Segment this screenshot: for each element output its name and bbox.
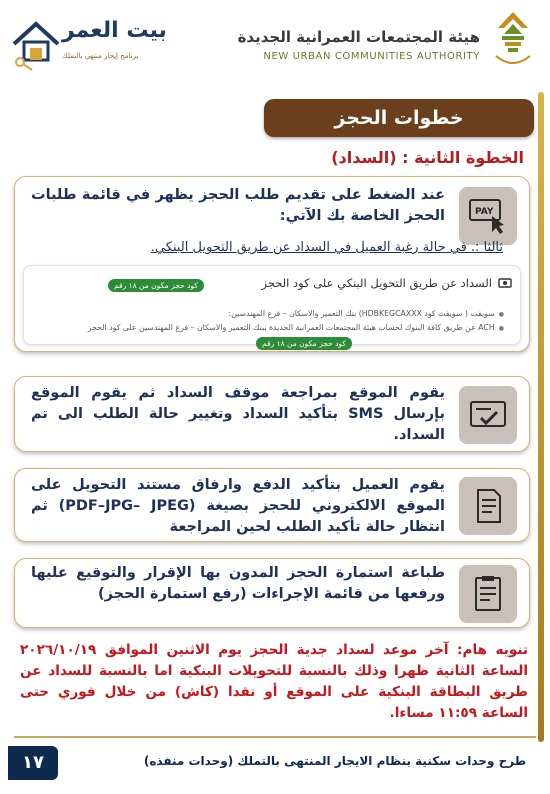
page-number: ١٧	[8, 746, 58, 780]
step-card-3	[14, 468, 530, 542]
pay-icon-box	[459, 187, 517, 245]
bank-transfer-title: السداد عن طريق التحويل البنكي على كود الحجز	[261, 276, 492, 290]
document-icon	[468, 486, 508, 526]
pay-icon	[466, 194, 510, 238]
check-card-icon	[467, 394, 509, 436]
footer-divider	[14, 736, 536, 738]
booking-code-badge: كود حجز مكون من ١٨ رقم	[108, 279, 204, 292]
bank-transfer-panel	[23, 265, 521, 348]
check-card-icon-box	[459, 386, 517, 444]
step-heading: الخطوة الثانية : (السداد)	[331, 148, 524, 167]
program-title: بيت العمر	[62, 18, 167, 43]
step-card-2	[14, 376, 530, 452]
swift-instruction: ● سويفت ( سويفت كود HDBKEGCAXXX) بنك التعمير والاسكان – فرع المهندسين:	[36, 308, 504, 321]
footer-text: طرح وحدات سكنية بنظام الايجار المنتهى بالتملك (وحدات منفذه)	[143, 754, 526, 768]
card-4-text: طباعة استمارة الحجز المدون بها الإقرار والتوقيع عليها ورفعها من قائمة الإجراءات (رفع استمارة الحجز)	[31, 565, 445, 602]
page-header	[0, 0, 550, 84]
step-card-4	[14, 558, 530, 628]
bank-transfer-option: ثالثا :. في حالة رغبة العميل في السداد عن طريق التحويل البنكي.	[150, 240, 503, 255]
card-3-text: يقوم العميل بتأكيد الدفع وارفاق مستند التحويل على الموقع الالكتروني للحجز بصيغة (PDF–JPG– JPEG) ثم انتظار حالة تأكيد الطلب لحين المراجعة	[31, 477, 445, 535]
section-title: خطوات الحجز	[264, 99, 534, 137]
nuca-logo-icon	[488, 10, 538, 72]
authority-title-ar: هيئة المجتمعات العمرانية الجديدة	[237, 28, 480, 46]
booking-code-badge-2: كود حجز مكون من ١٨ رقم	[256, 337, 352, 350]
program-subtitle: برنامج إيجار منتهي بالتملك	[62, 52, 139, 60]
decorative-side-bar	[538, 92, 544, 742]
authority-title-en: NEW URBAN COMMUNITIES AUTHORITY	[263, 51, 480, 62]
form-icon-box	[459, 565, 517, 623]
money-icon	[498, 276, 512, 290]
card-2-text: يقوم الموقع بمراجعة موقف السداد ثم يقوم الموقع بإرسال SMS بتأكيد السداد وتغيير حالة الطلب الى تم السداد.	[31, 385, 445, 443]
important-notice: تنويه هام: آخر موعد لسداد جدية الحجز يوم الاثنين الموافق ٢٠٢٦/١٠/١٩ الساعة الثانية ظهرا وذلك بالنسبة للتحويلات البنكية اما بالنسبة للسداد عن طريق البطاقة البنكية على الموقع أو نقدا (كاش) من خلال فوري حتى الساعة ١١:٥٩ مساءا.	[20, 642, 528, 721]
document-icon-box	[459, 477, 517, 535]
step-card-1	[14, 176, 530, 352]
card-1-text: عند الضغط على تقديم طلب الحجز يظهر في قائمة طلبات الحجز الخاصة بك الآتي:	[31, 187, 445, 224]
ach-instruction: ● ACH عن طريق كافة البنوك لحساب هيئة المجتمعات العمرانية الجديدة ببنك التعمير والاسكان – فرع المهندسين على كود الحجز	[36, 322, 504, 335]
svg-text:PAY: PAY	[475, 207, 494, 217]
form-icon	[468, 574, 508, 614]
